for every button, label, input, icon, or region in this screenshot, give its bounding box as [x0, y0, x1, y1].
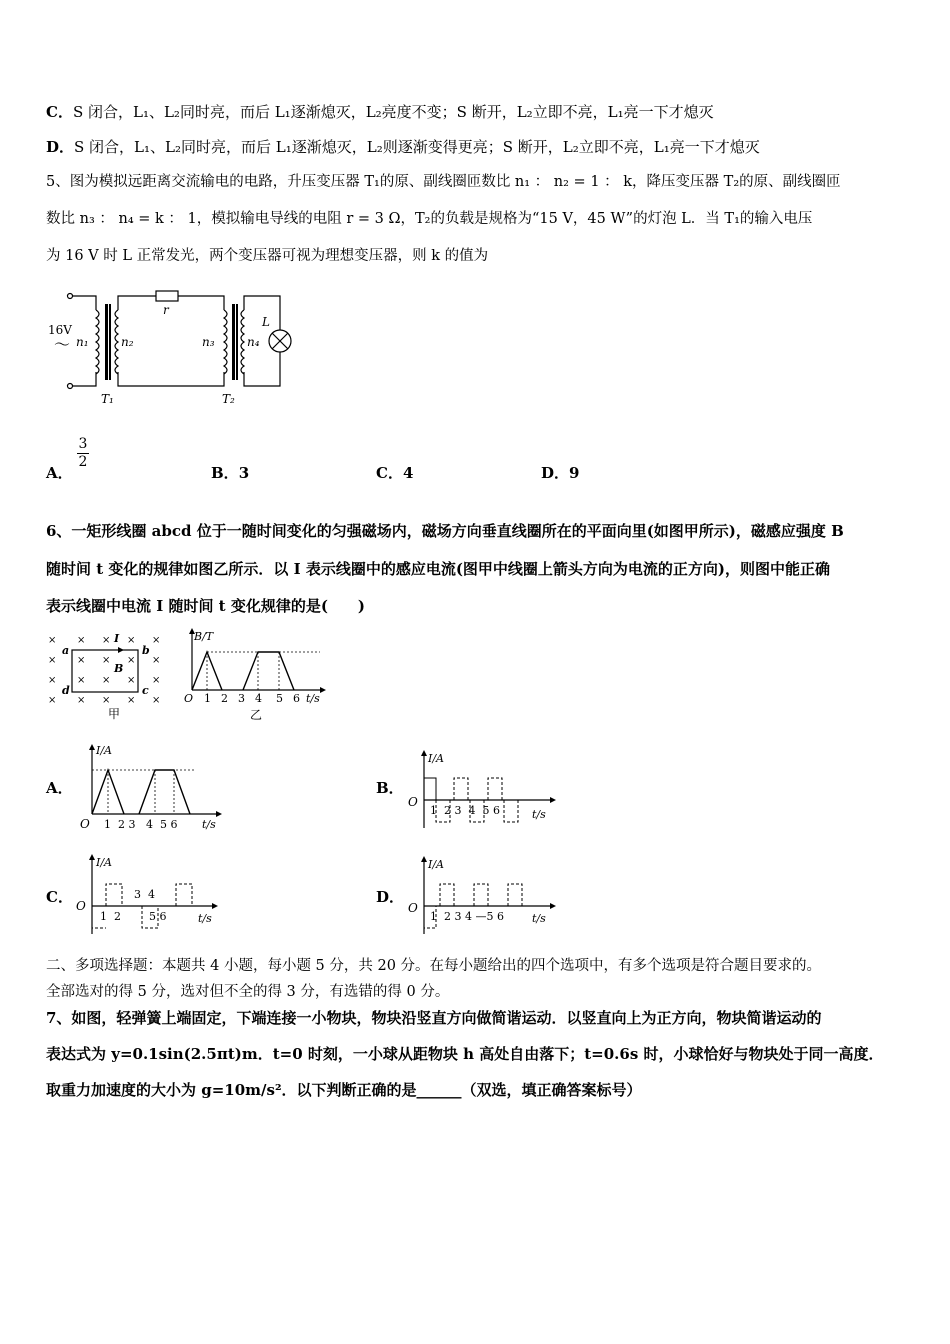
svg-text:t/s: t/s — [202, 818, 216, 831]
core-t2 — [232, 304, 235, 380]
svg-text:1 2 3 4 —5 6: 1 2 3 4 —5 6 — [430, 910, 504, 923]
section2-heading-line1: 二、多项选择题：本题共 4 小题，每小题 5 分，共 20 分。在每小题给出的四个选项中，有多个选项是符合题目要求的。 — [46, 958, 822, 974]
svg-text:d: d — [62, 684, 70, 697]
current-arrow-icon — [118, 647, 124, 653]
svg-text:×: × — [48, 635, 57, 646]
q6-figure-yi — [180, 628, 328, 724]
svg-text:O: O — [408, 795, 418, 809]
svg-text:1 2 3 4 5 6: 1 2 3 4 5 6 — [104, 818, 178, 831]
svg-text:×: × — [127, 675, 136, 686]
svg-text:×: × — [77, 635, 86, 646]
svg-text:t/s: t/s — [306, 692, 320, 705]
q5-option-d[interactable]: D．9 — [541, 464, 580, 482]
ac-source-icon: ～ — [54, 335, 71, 354]
svg-text:×: × — [48, 675, 57, 686]
svg-text:t/s: t/s — [532, 912, 546, 925]
svg-text:乙: 乙 — [250, 708, 263, 722]
wire — [73, 296, 96, 310]
wire — [73, 372, 96, 386]
q7-stem-line3: 取重力加速度的大小为 g=10m/s²．以下判断正确的是______（双选，填正确答案标号） — [46, 1081, 642, 1099]
svg-text:×: × — [102, 675, 111, 686]
wire — [178, 296, 224, 310]
svg-text:c: c — [142, 684, 149, 697]
q5-option-a[interactable]: A． — [46, 464, 73, 482]
svg-text:n₂: n₂ — [121, 335, 134, 349]
svg-text:n₄: n₄ — [247, 335, 260, 349]
wire — [118, 372, 224, 386]
svg-text:1 2 3 4 5 6: 1 2 3 4 5 6 — [430, 804, 500, 817]
svg-text:1 2 5 6: 1 2 5 6 — [100, 910, 167, 923]
svg-text:O: O — [184, 692, 194, 705]
svg-text:a: a — [62, 644, 70, 657]
svg-text:r: r — [163, 303, 169, 317]
svg-text:×: × — [102, 635, 111, 646]
svg-text:T₂: T₂ — [222, 392, 235, 406]
q5-circuit-figure — [46, 284, 306, 412]
svg-text:×: × — [102, 695, 111, 706]
svg-text:×: × — [77, 675, 86, 686]
q5-option-c[interactable]: C．4 — [376, 464, 414, 482]
svg-text:I/A: I/A — [96, 856, 112, 869]
svg-text:×: × — [77, 695, 86, 706]
svg-text:×: × — [102, 655, 111, 666]
svg-text:×: × — [127, 695, 136, 706]
coil-n3 — [224, 310, 227, 374]
q6-stem-line3: 表示线圈中电流 I 随时间 t 变化规律的是( ) — [46, 597, 366, 615]
svg-text:I/A: I/A — [428, 752, 444, 765]
svg-text:×: × — [48, 695, 57, 706]
core-t1 — [105, 304, 108, 380]
q6-option-b-graph — [404, 748, 564, 832]
q6-option-d[interactable]: D． — [376, 888, 405, 906]
svg-text:n₃: n₃ — [202, 335, 215, 349]
terminal-bottom — [68, 384, 73, 389]
q6-option-d-graph — [404, 854, 564, 940]
svg-text:6: 6 — [293, 692, 300, 705]
svg-text:甲: 甲 — [108, 707, 121, 721]
svg-text:O: O — [76, 899, 86, 913]
voltage-label: 16V — [48, 323, 72, 337]
q6-option-c[interactable]: C． — [46, 888, 73, 906]
svg-text:4: 4 — [255, 692, 262, 705]
q7-stem-line1: 7、如图，轻弹簧上端固定，下端连接一小物块，物块沿竖直方向做简谐运动．以竖直向上为正方向，物块简谐运动的 — [46, 1009, 822, 1027]
svg-text:×: × — [127, 655, 136, 666]
coil-n1 — [96, 310, 99, 374]
svg-text:I/A: I/A — [428, 858, 444, 871]
q6-option-c-graph — [72, 852, 232, 940]
svg-text:×: × — [77, 655, 86, 666]
section2-heading-line2: 全部选对的得 5 分，选对但不全的得 3 分，有选错的得 0 分。 — [46, 984, 450, 1000]
svg-text:×: × — [152, 675, 161, 686]
svg-text:B: B — [114, 662, 124, 675]
b-curve-2 — [243, 652, 294, 690]
q6-option-a[interactable]: A． — [46, 779, 73, 797]
q5-option-b[interactable]: B．3 — [211, 464, 250, 482]
svg-text:×: × — [152, 655, 161, 666]
svg-text:5: 5 — [276, 692, 283, 705]
q5-option-a-fraction: 3 2 — [78, 436, 88, 470]
q4-option-c: C．S 闭合，L₁、L₂同时亮，而后 L₁逐渐熄灭，L₂亮度不变；S 断开，L₂立即不亮，L₁亮一下才熄灭 — [46, 103, 714, 121]
svg-text:2: 2 — [221, 692, 228, 705]
q4-option-d: D．S 闭合，L₁、L₂同时亮，而后 L₁逐渐熄灭，L₂则逐渐变得更亮；S 断开，L₂立即不亮，L₁亮一下才熄灭 — [46, 138, 760, 156]
coil-n2 — [115, 310, 118, 374]
svg-text:I: I — [114, 632, 120, 645]
svg-text:1: 1 — [204, 692, 211, 705]
svg-text:×: × — [48, 655, 57, 666]
terminal-top — [68, 294, 73, 299]
svg-text:T₁: T₁ — [101, 392, 114, 406]
q6-option-b[interactable]: B． — [376, 779, 404, 797]
svg-text:b: b — [142, 644, 150, 657]
q5-stem-line2: 数比 n₃ ： n₄ = k ： 1，模拟输电导线的电阻 r = 3 Ω，T₂的负载是规格为“15 V，45 W”的灯泡 L．当 T₁的输入电压 — [46, 211, 813, 227]
svg-text:×: × — [152, 695, 161, 706]
q5-stem-line3: 为 16 V 时 L 正常发光，两个变压器可视为理想变压器，则 k 的值为 — [46, 248, 489, 264]
svg-text:t/s: t/s — [532, 808, 546, 821]
svg-text:O: O — [80, 817, 90, 831]
svg-text:I/A: I/A — [96, 744, 112, 757]
q6-stem-line2: 随时间 t 变化的规律如图乙所示．以 I 表示线圈中的感应电流(图甲中线圈上箭头方向为电流的正方向)，则图中能正确 — [46, 560, 831, 578]
svg-text:3 4: 3 4 — [134, 888, 155, 901]
q7-stem-line2: 表达式为 y=0.1sin(2.5πt)m．t=0 时刻，一小球从距物块 h 高处自由落下；t=0.6s 时，小球恰好与物块处于同一高度． — [46, 1045, 884, 1063]
svg-text:O: O — [408, 901, 418, 915]
q6-stem-line1: 6、一矩形线圈 abcd 位于一随时间变化的匀强磁场内，磁场方向垂直线圈所在的平面向里(如图甲所示)，磁感应强度 B — [46, 522, 844, 540]
q6-option-a-graph — [76, 740, 226, 832]
wire — [118, 296, 156, 310]
coil-n4 — [241, 310, 244, 374]
q6-figure-jia — [44, 630, 164, 722]
svg-text:n₁: n₁ — [76, 335, 89, 349]
wire — [244, 352, 280, 386]
q5-stem-line1: 5、图为模拟远距离交流输电的电路，升压变压器 T₁的原、副线圈匝数比 n₁ ： n₂ = 1 ： k，降压变压器 T₂的原、副线圈匝 — [46, 174, 841, 190]
svg-text:×: × — [127, 635, 136, 646]
svg-text:B/T: B/T — [194, 630, 214, 643]
svg-text:×: × — [152, 635, 161, 646]
svg-text:L: L — [262, 315, 270, 329]
resistor-r — [156, 291, 178, 301]
svg-text:3: 3 — [238, 692, 245, 705]
svg-text:t/s: t/s — [198, 912, 212, 925]
